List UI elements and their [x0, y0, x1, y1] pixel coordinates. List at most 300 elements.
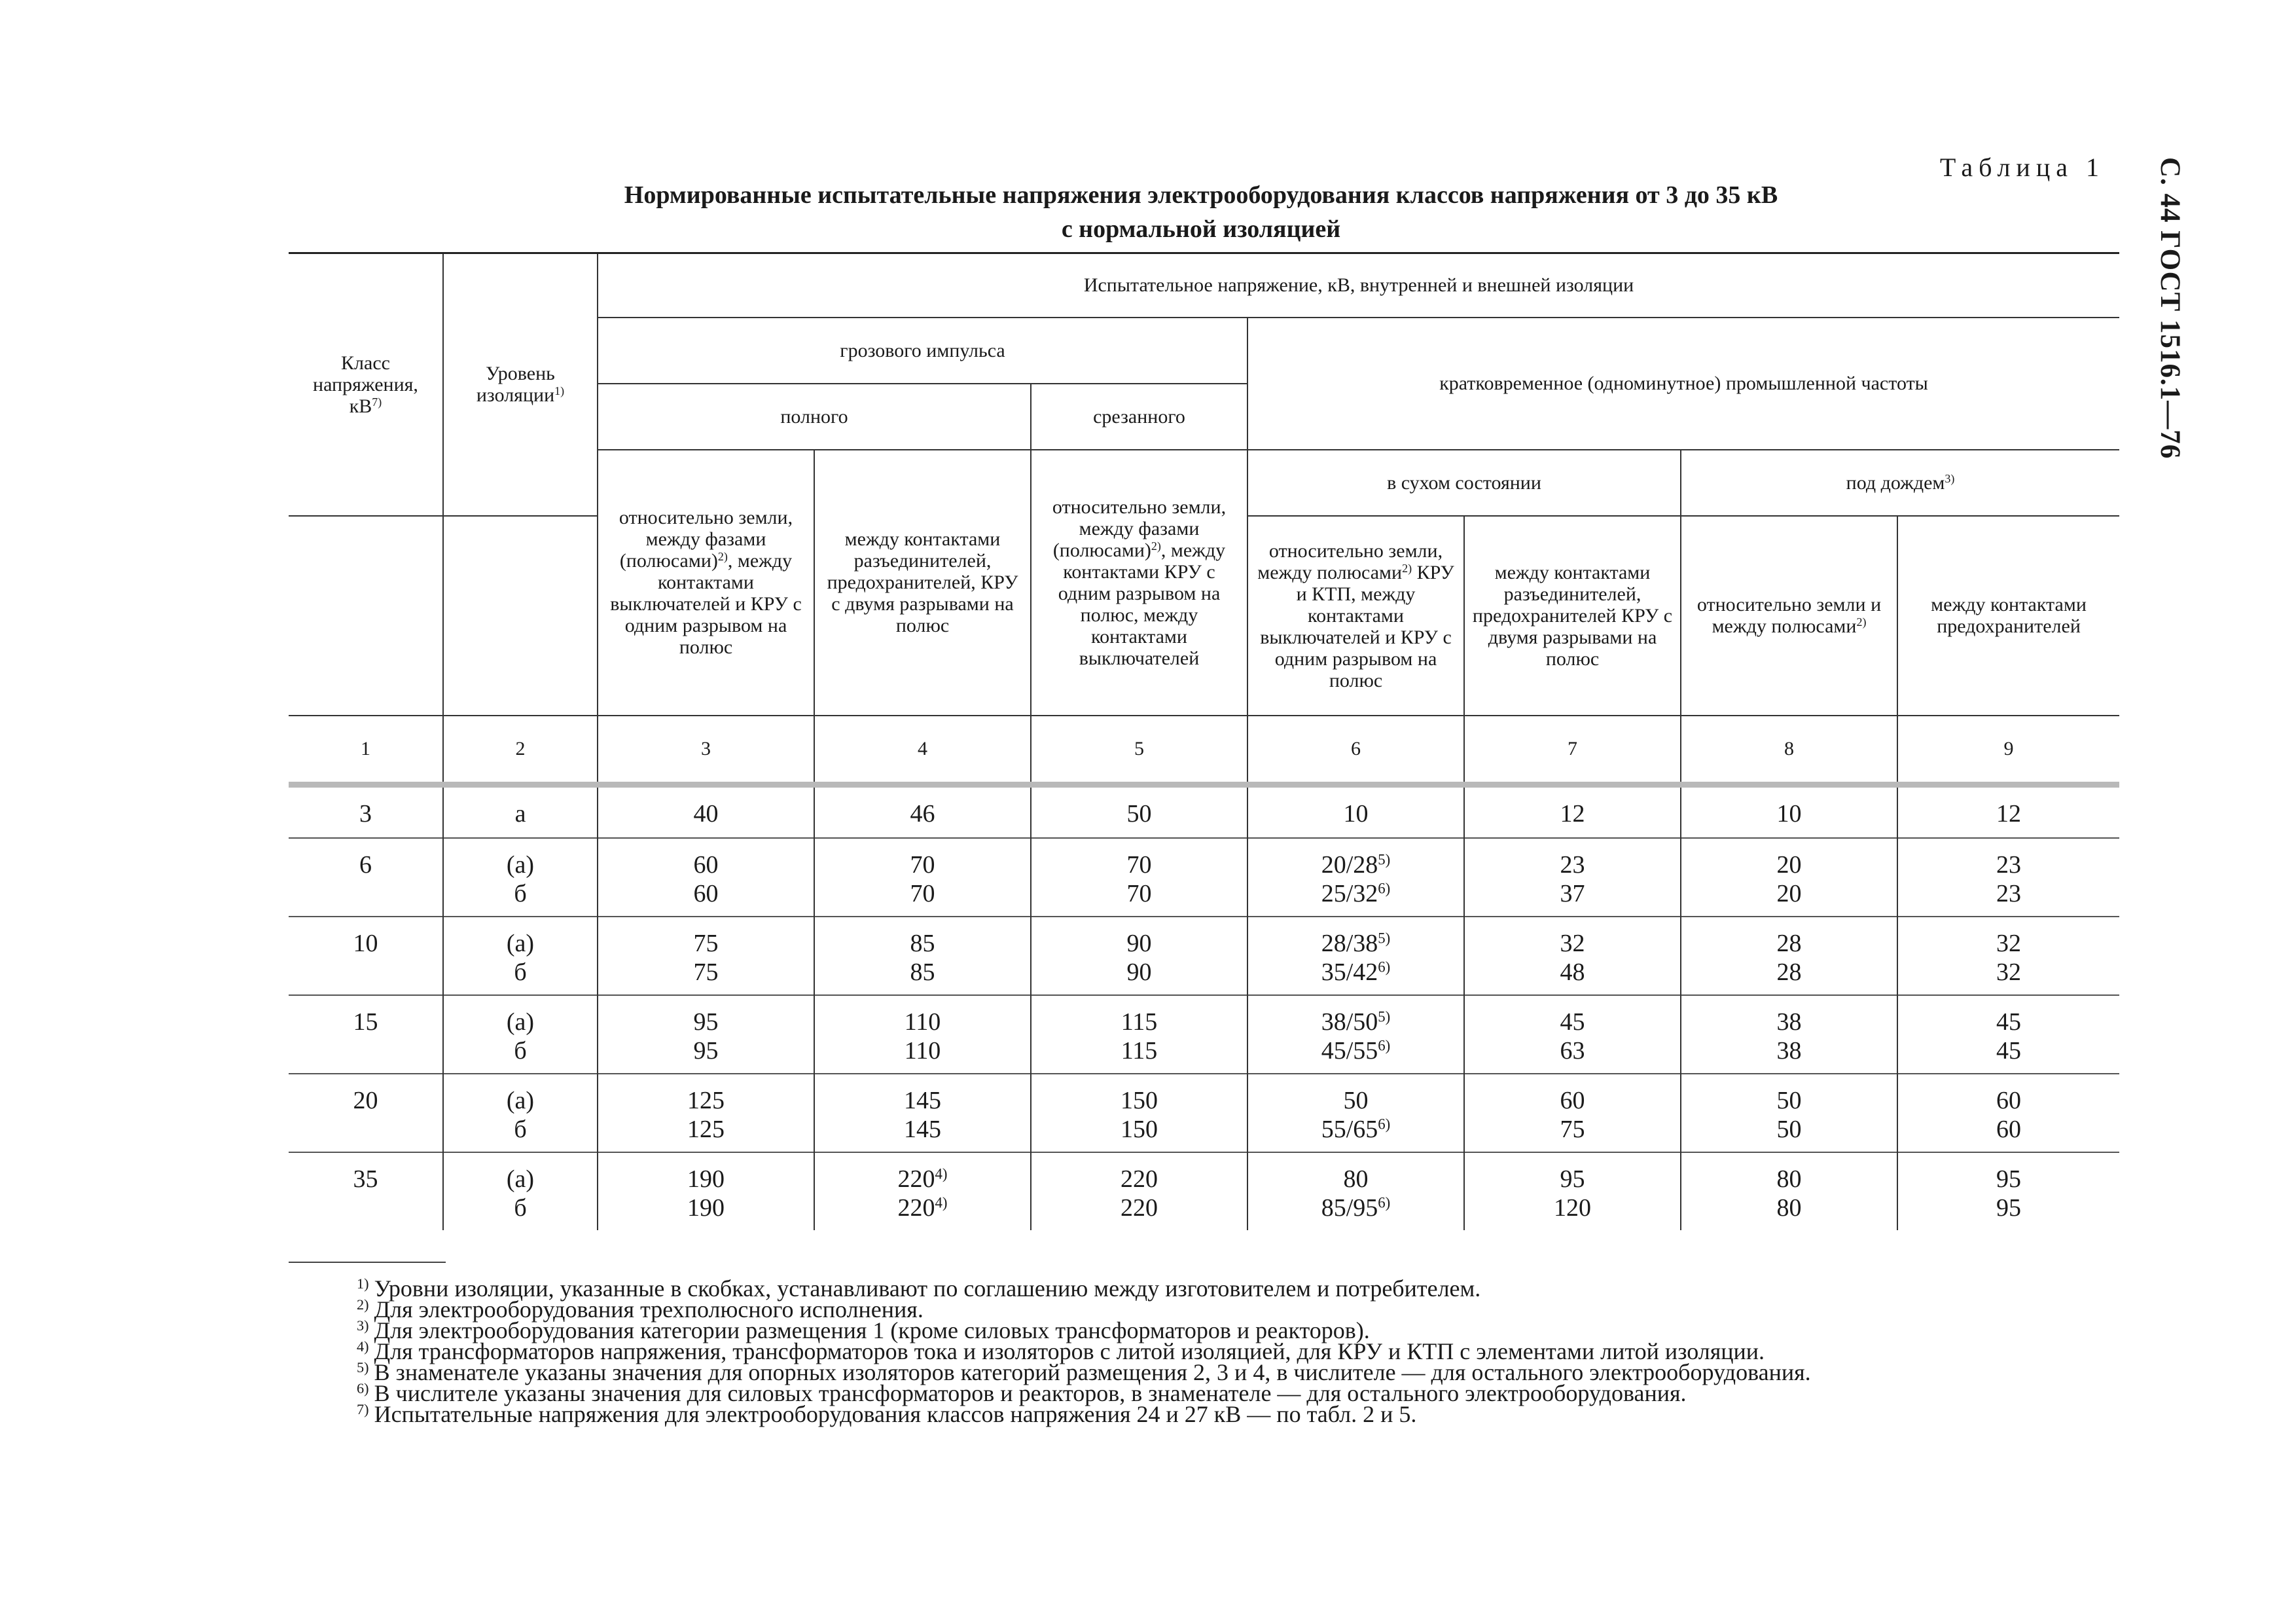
column-number: 2	[443, 716, 598, 785]
column-number: 6	[1247, 716, 1464, 785]
cell-value	[1464, 784, 1681, 838]
footnote-ref: 5)	[1378, 850, 1391, 867]
value-line	[1469, 879, 1676, 908]
value-text: 70	[1126, 879, 1152, 907]
footnote-ref: 6)	[1378, 958, 1391, 975]
value-text: 10	[1343, 799, 1369, 828]
value-text: 28	[1776, 958, 1802, 986]
value-text: 23	[1996, 850, 2022, 879]
value-text: 70	[910, 850, 935, 879]
cell-class: 6	[359, 850, 372, 879]
value-text: 50	[1126, 799, 1152, 828]
header-col-3-text-cont: , между контактами выключателей и КРУ с одним разрывом на полюс	[610, 550, 802, 658]
value-line	[1035, 799, 1243, 828]
value-line	[1035, 1194, 1243, 1222]
cell-value	[1031, 1152, 1247, 1230]
level-value: б	[514, 958, 527, 986]
value-text: 80	[1776, 1165, 1802, 1193]
cell-value	[1897, 995, 2119, 1074]
value-line	[1685, 1165, 1893, 1194]
value-text: 220	[1121, 1194, 1158, 1222]
header-empty-1	[289, 516, 443, 716]
cell-class: 15	[353, 1008, 378, 1036]
footnote-text: Испытательные напряжения для электрооборудования классов напряжения 24 и 27 кВ — по табл. 2 и 5.	[374, 1401, 1417, 1427]
value-text: 45/55	[1321, 1036, 1378, 1065]
header-rain-label: под дождем	[1846, 471, 1945, 494]
value-text: 23	[1996, 879, 2022, 907]
value-text: 37	[1560, 879, 1585, 907]
footnote-ref: 6)	[1378, 1115, 1391, 1132]
footnote-number: 2)	[357, 1296, 369, 1313]
value-line	[602, 958, 810, 987]
value-line	[1469, 1008, 1676, 1036]
header-col-8-text: относительно земли и между полюсами	[1696, 594, 1882, 637]
value-text: 80	[1776, 1194, 1802, 1222]
value-line	[602, 1086, 810, 1115]
value-line	[1035, 879, 1243, 908]
cell-value	[814, 995, 1031, 1074]
header-col-6-text: относительно земли, между полюсами	[1257, 539, 1443, 583]
value-text: 190	[687, 1165, 725, 1193]
header-test-voltage: Испытательное напряжение, кВ, внутренней и внешней изоляции	[598, 253, 2119, 318]
value-text: 150	[1121, 1086, 1158, 1114]
value-line	[1035, 1008, 1243, 1036]
value-line	[1252, 1036, 1460, 1065]
value-text: 20	[1776, 879, 1802, 907]
value-line	[1035, 1036, 1243, 1065]
value-line	[1252, 958, 1460, 987]
cell-value	[1897, 1074, 2119, 1152]
header-col-5-text-cont: , между контактами КРУ с одним разрывом на полюс, между контактами выключателей	[1058, 539, 1226, 669]
value-text: 220	[897, 1165, 935, 1193]
table-row	[289, 1074, 2119, 1152]
footnote-text: Для электрооборудования категории размещения 1 (кроме силовых трансформаторов и реакторов).	[374, 1317, 1370, 1343]
cell-value	[1464, 838, 1681, 917]
header-col-3-text: относительно земли, между фазами (полюсами)	[619, 507, 793, 572]
cell-value	[1464, 1152, 1681, 1230]
cell-level	[443, 838, 598, 917]
value-text: 10	[1776, 799, 1802, 828]
value-line	[1685, 929, 1893, 958]
cell-value	[1681, 917, 1897, 995]
footnote-item	[357, 1400, 2124, 1427]
value-text: 120	[1554, 1194, 1591, 1222]
value-line	[1685, 879, 1893, 908]
value-text: 110	[904, 1036, 941, 1065]
value-line	[1902, 850, 2115, 879]
column-number-row	[289, 716, 2119, 785]
value-line	[602, 929, 810, 958]
cell-value	[1897, 917, 2119, 995]
cell-value	[1897, 1152, 2119, 1230]
value-line	[1035, 1115, 1243, 1144]
value-text: 38	[1776, 1008, 1802, 1036]
footnote-text: Для электрооборудования трехполюсного исполнения.	[374, 1296, 924, 1322]
header-class	[289, 253, 443, 516]
value-line	[1469, 1115, 1676, 1144]
header-col-5-text: относительно земли, между фазами (полюсами)	[1052, 496, 1227, 561]
header-level	[443, 253, 598, 516]
value-text: 20/28	[1321, 850, 1378, 879]
value-text: 12	[1996, 799, 2022, 828]
cell-class: 10	[353, 929, 378, 957]
value-text: 32	[1996, 929, 2022, 957]
value-line	[1902, 799, 2115, 828]
value-text: 150	[1121, 1115, 1158, 1143]
value-text: 60	[693, 850, 719, 879]
value-line	[1685, 1194, 1893, 1222]
level-value: (а)	[506, 1008, 535, 1036]
value-line	[1902, 1036, 2115, 1065]
value-text: 60	[1560, 1086, 1585, 1114]
table-row	[289, 838, 2119, 917]
table-title	[288, 178, 2114, 246]
footnote-ref: 6)	[1378, 1194, 1391, 1211]
value-line	[1035, 958, 1243, 987]
value-line	[1035, 850, 1243, 879]
value-text: 115	[1121, 1036, 1158, 1065]
value-line	[1902, 929, 2115, 958]
level-value: (а)	[506, 1165, 535, 1193]
header-dry: в сухом состоянии	[1247, 450, 1681, 516]
value-text: 95	[693, 1036, 719, 1065]
cell-value	[1031, 995, 1247, 1074]
cell-class: 35	[353, 1165, 378, 1193]
header-full: полного	[598, 384, 1031, 450]
header-col-6-text-cont: КРУ и КТП, между контактами выключателей и КРУ с одним разрывом на полюс	[1260, 561, 1454, 691]
value-line	[602, 1036, 810, 1065]
footnote-ref: 6)	[1378, 1036, 1391, 1053]
cell-value	[1247, 784, 1464, 838]
value-text: 28/38	[1321, 929, 1378, 957]
value-text: 40	[693, 799, 719, 828]
value-text: 80	[1343, 1165, 1369, 1193]
header-chopped: срезанного	[1031, 384, 1247, 450]
value-line	[819, 1086, 1026, 1115]
cell-value	[1464, 1074, 1681, 1152]
value-line	[1252, 1194, 1460, 1222]
level-value: (а)	[506, 850, 535, 879]
value-line	[602, 850, 810, 879]
value-line	[1252, 879, 1460, 908]
level-value: (а)	[506, 929, 535, 957]
cell-value	[1247, 1074, 1464, 1152]
cell-level	[443, 1074, 598, 1152]
value-text: 60	[1996, 1115, 2022, 1143]
value-line	[1469, 1165, 1676, 1194]
column-number: 3	[598, 716, 814, 785]
value-text: 45	[1560, 1008, 1585, 1036]
cell-value	[1681, 995, 1897, 1074]
value-line	[602, 879, 810, 908]
value-line	[1035, 1086, 1243, 1115]
value-text: 38/50	[1321, 1008, 1378, 1036]
value-line	[819, 1194, 1026, 1222]
cell-value	[598, 1152, 814, 1230]
value-line	[1685, 799, 1893, 828]
cell-value	[1897, 838, 2119, 917]
header-col-9: между контактами предохранителей	[1897, 516, 2119, 716]
cell-level	[443, 917, 598, 995]
header-lightning: грозового импульса	[598, 318, 1247, 384]
value-line	[1902, 1165, 2115, 1194]
cell-value	[814, 784, 1031, 838]
value-text: 75	[1560, 1115, 1585, 1143]
table-row	[289, 917, 2119, 995]
footnote-text: Уровни изоляции, указанные в скобках, устанавливают по соглашению между изготовителем и потребителем.	[374, 1275, 1481, 1302]
footnote-number: 6)	[357, 1379, 369, 1396]
table-row	[289, 784, 2119, 838]
value-line	[602, 1115, 810, 1144]
header-class-label: Класс напряжения, кВ	[313, 352, 418, 417]
table-row	[289, 1152, 2119, 1230]
header-col-3	[598, 450, 814, 716]
value-text: 35/42	[1321, 958, 1378, 986]
value-line	[1252, 850, 1460, 879]
footnote-text: В знаменателе указаны значения для опорных изоляторов категорий размещения 2, 3 и 4, в числителе — для остального электрооборудования.	[374, 1359, 1811, 1385]
cell-class: 3	[359, 799, 372, 828]
value-line	[1685, 1115, 1893, 1144]
header-rain	[1681, 450, 2119, 516]
value-text: 125	[687, 1115, 725, 1143]
value-line	[1469, 850, 1676, 879]
value-line	[1252, 1165, 1460, 1194]
header-col-6	[1247, 516, 1464, 716]
value-text: 23	[1560, 850, 1585, 879]
cell-value	[1031, 917, 1247, 995]
level-value: б	[514, 879, 527, 907]
value-text: 63	[1560, 1036, 1585, 1065]
value-line	[1252, 929, 1460, 958]
cell-value	[598, 784, 814, 838]
value-text: 50	[1776, 1115, 1802, 1143]
footnote-ref: 2)	[717, 550, 728, 564]
value-line	[1902, 1086, 2115, 1115]
value-line	[1902, 958, 2115, 987]
value-line	[1035, 1165, 1243, 1194]
value-line	[819, 850, 1026, 879]
footnote-number: 5)	[357, 1359, 369, 1376]
value-line	[1035, 929, 1243, 958]
value-line	[1469, 929, 1676, 958]
cell-value	[1031, 1074, 1247, 1152]
cell-value	[1031, 784, 1247, 838]
value-text: 75	[693, 929, 719, 957]
cell-level	[443, 1152, 598, 1230]
cell-value	[814, 1074, 1031, 1152]
value-line	[602, 1194, 810, 1222]
cell-value	[598, 917, 814, 995]
value-text: 85	[910, 958, 935, 986]
value-text: 28	[1776, 929, 1802, 957]
value-text: 145	[904, 1086, 941, 1114]
value-text: 95	[1996, 1194, 2022, 1222]
value-text: 60	[693, 879, 719, 907]
value-text: 145	[904, 1115, 941, 1143]
cell-value	[1247, 917, 1464, 995]
value-text: 38	[1776, 1036, 1802, 1065]
value-line	[819, 879, 1026, 908]
value-line	[602, 1008, 810, 1036]
header-col-5	[1031, 450, 1247, 716]
footnote-ref: 5)	[1378, 929, 1391, 946]
voltage-table	[289, 252, 2119, 1230]
value-text: 95	[1996, 1165, 2022, 1193]
value-line	[1252, 1115, 1460, 1144]
footnote-ref: 2)	[1151, 539, 1161, 553]
footnote-ref: 1)	[554, 384, 565, 398]
cell-value	[1247, 838, 1464, 917]
cell-value	[1681, 838, 1897, 917]
cell-value	[1681, 1074, 1897, 1152]
value-line	[1469, 799, 1676, 828]
header-short-term: кратковременное (одноминутное) промышленной частоты	[1247, 318, 2119, 450]
value-text: 90	[1126, 958, 1152, 986]
column-number: 8	[1681, 716, 1897, 785]
value-text: 46	[910, 799, 935, 828]
value-line	[819, 799, 1026, 828]
value-line	[819, 1036, 1026, 1065]
cell-value	[814, 838, 1031, 917]
value-text: 25/32	[1321, 879, 1378, 907]
value-line	[602, 1165, 810, 1194]
table-body	[289, 784, 2119, 1230]
header-col-8	[1681, 516, 1897, 716]
footnotes	[357, 1275, 2124, 1427]
cell-value	[814, 1152, 1031, 1230]
table-title-line-1: Нормированные испытательные напряжения электрооборудования классов напряжения от 3 до 35 кВ	[624, 181, 1778, 209]
value-line	[819, 929, 1026, 958]
value-text: 85/95	[1321, 1194, 1378, 1222]
footnote-ref: 4)	[935, 1194, 948, 1211]
cell-level	[443, 784, 598, 838]
level-value: б	[514, 1036, 527, 1065]
cell-value	[1247, 1152, 1464, 1230]
value-line	[1252, 799, 1460, 828]
value-line	[819, 1008, 1026, 1036]
cell-value	[1464, 995, 1681, 1074]
value-text: 32	[1996, 958, 2022, 986]
value-text: 190	[687, 1194, 725, 1222]
value-text: 60	[1996, 1086, 2022, 1114]
footnote-ref: 5)	[1378, 1008, 1391, 1025]
column-number: 5	[1031, 716, 1247, 785]
value-text: 95	[693, 1008, 719, 1036]
value-text: 125	[687, 1086, 725, 1114]
value-text: 220	[1121, 1165, 1158, 1193]
cell-value	[1897, 784, 2119, 838]
cell-value	[1681, 784, 1897, 838]
footnote-ref: 7)	[372, 395, 382, 409]
value-line	[1902, 1194, 2115, 1222]
value-text: 20	[1776, 850, 1802, 879]
footnote-text: Для трансформаторов напряжения, трансформаторов тока и изоляторов с литой изоляцией, для КРУ и КТП с элементами литой изоляции.	[374, 1338, 1765, 1364]
column-number: 1	[289, 716, 443, 785]
level-value: а	[514, 799, 526, 828]
value-text: 85	[910, 929, 935, 957]
value-line	[1252, 1086, 1460, 1115]
table-label: Таблица 1	[1939, 153, 2105, 182]
value-text: 90	[1126, 929, 1152, 957]
value-text: 32	[1560, 929, 1585, 957]
value-text: 110	[904, 1008, 941, 1036]
cell-value	[598, 838, 814, 917]
value-text: 115	[1121, 1008, 1158, 1036]
footnote-text: В числителе указаны значения для силовых трансформаторов и реакторов, в знаменателе — для остального электрооборудования.	[374, 1380, 1687, 1406]
value-line	[1902, 879, 2115, 908]
cell-value	[1031, 838, 1247, 917]
level-value: б	[514, 1115, 527, 1143]
footnote-ref: 3)	[1945, 471, 1955, 485]
header-col-4: между контактами разъединителей, предохранителей, КРУ с двумя разрывами на полюс	[814, 450, 1031, 716]
column-number: 7	[1464, 716, 1681, 785]
cell-value	[814, 917, 1031, 995]
value-line	[1469, 1194, 1676, 1222]
value-text: 75	[693, 958, 719, 986]
value-line	[1685, 1086, 1893, 1115]
footnote-number: 3)	[357, 1317, 369, 1334]
value-line	[1685, 958, 1893, 987]
header-level-label: Уровень изоляции	[476, 363, 555, 407]
table-title-line-2: с нормальной изоляцией	[1061, 215, 1341, 243]
footnote-number: 4)	[357, 1338, 369, 1355]
value-line	[1469, 958, 1676, 987]
value-text: 70	[910, 879, 935, 907]
value-line	[819, 1115, 1026, 1144]
footnote-number: 7)	[357, 1400, 369, 1417]
value-text: 220	[897, 1194, 935, 1222]
header-empty-2	[443, 516, 598, 716]
cell-value	[598, 1074, 814, 1152]
value-text: 50	[1343, 1086, 1369, 1114]
footnote-ref: 6)	[1378, 879, 1391, 896]
value-line	[1685, 1008, 1893, 1036]
cell-level	[443, 995, 598, 1074]
cell-value	[1247, 995, 1464, 1074]
footnote-ref: 2)	[1856, 615, 1867, 629]
cell-value	[598, 995, 814, 1074]
value-text: 45	[1996, 1036, 2022, 1065]
value-line	[1902, 1008, 2115, 1036]
footnote-divider	[289, 1262, 446, 1263]
level-value: б	[514, 1194, 527, 1222]
page-header: С. 44 ГОСТ 1516.1—76	[2155, 157, 2185, 460]
value-text: 48	[1560, 958, 1585, 986]
value-text: 45	[1996, 1008, 2022, 1036]
value-text: 50	[1776, 1086, 1802, 1114]
table-row	[289, 995, 2119, 1074]
header-col-7: между контактами разъединителей, предохранителей КРУ с двумя разрывами на полюс	[1464, 516, 1681, 716]
value-line	[819, 1165, 1026, 1194]
cell-value	[1464, 917, 1681, 995]
value-text: 95	[1560, 1165, 1585, 1193]
value-line	[819, 958, 1026, 987]
footnote-ref: 4)	[935, 1165, 948, 1182]
value-line	[1685, 1036, 1893, 1065]
value-line	[1469, 1036, 1676, 1065]
cell-value	[1681, 1152, 1897, 1230]
value-text: 12	[1560, 799, 1585, 828]
footnote-number: 1)	[357, 1275, 369, 1292]
value-line	[602, 799, 810, 828]
column-number: 9	[1897, 716, 2119, 785]
value-text: 55/65	[1321, 1115, 1378, 1143]
level-value: (а)	[506, 1086, 535, 1114]
footnote-ref: 2)	[1402, 561, 1412, 575]
value-text: 70	[1126, 850, 1152, 879]
value-line	[1902, 1115, 2115, 1144]
value-line	[1469, 1086, 1676, 1115]
